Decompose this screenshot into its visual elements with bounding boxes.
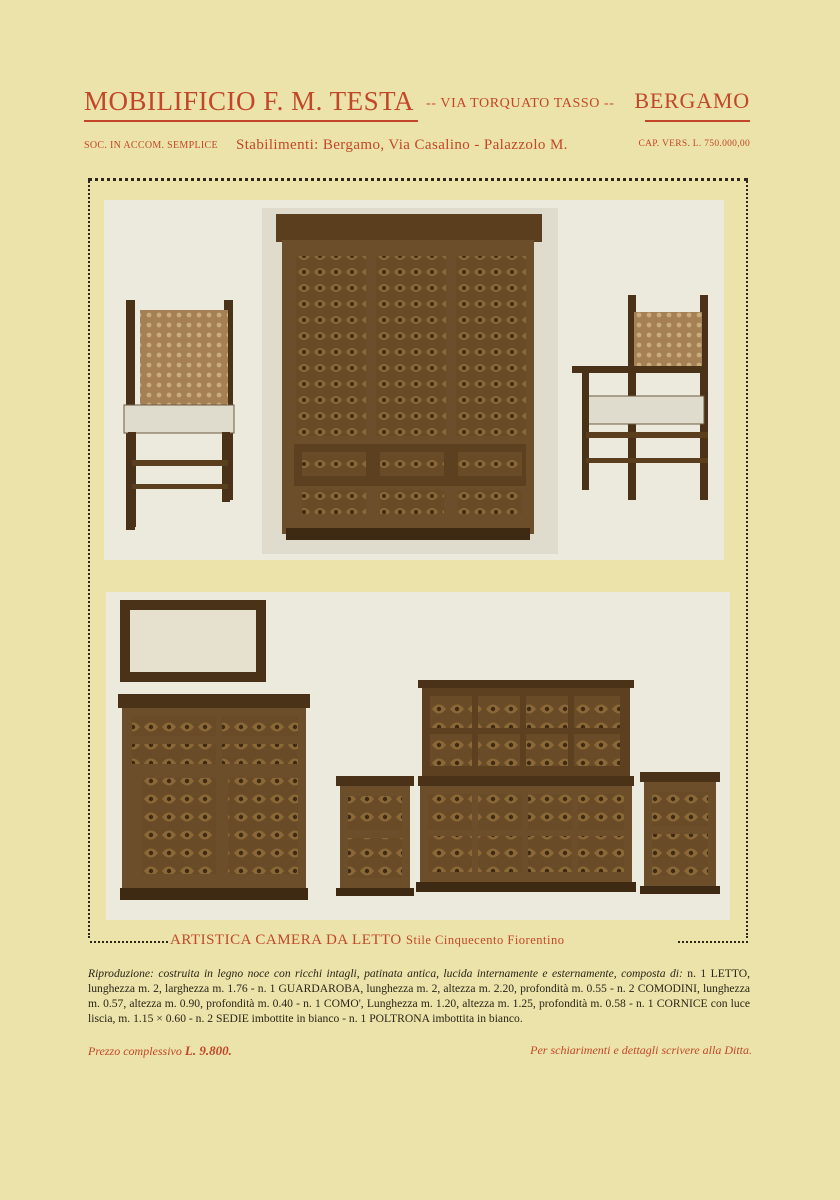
furniture-illustration-top — [104, 200, 724, 560]
contact-line: Per schiarimenti e dettagli scrivere alla Ditta. — [530, 1043, 752, 1057]
price-value: L. 9.800. — [184, 1043, 232, 1058]
caption-title: ARTISTICA CAMERA DA LETTO — [170, 932, 402, 948]
chair — [124, 300, 234, 530]
bed — [416, 680, 636, 892]
furniture-illustration-bottom — [106, 592, 730, 920]
plants-line: Stabilimenti: Bergamo, Via Casalino - Palazzolo M. — [236, 137, 568, 153]
street-address: -- VIA TORQUATO TASSO -- — [426, 96, 615, 111]
dresser — [118, 694, 310, 900]
armchair — [572, 295, 708, 500]
city-name: BERGAMO — [634, 88, 750, 113]
caption-style: Stile Cinquecento Fiorentino — [406, 933, 565, 947]
company-form: SOC. IN ACCOM. SEMPLICE — [84, 140, 218, 151]
header-rule-right — [645, 120, 750, 122]
capital-line: CAP. VERS. L. 750.000,00 — [638, 139, 750, 149]
nightstand-right — [640, 772, 720, 894]
mirror-frame — [120, 600, 266, 682]
wardrobe — [276, 214, 542, 540]
header-rule-left — [84, 120, 418, 122]
company-name: MOBILIFICIO F. M. TESTA — [84, 86, 414, 116]
description-lead: Riproduzione: costruita in legno noce con ricchi intagli, patinata antica, lucida internamente e esternamente, composta di: — [88, 967, 683, 980]
price-line — [88, 1043, 232, 1059]
caption-dots-right — [678, 935, 748, 943]
caption-row — [90, 934, 748, 954]
photo-caption — [170, 932, 564, 949]
letterhead — [84, 86, 750, 122]
description-items: n. 1 LETTO, lunghezza m. 2, larghezza m. 1.76 - n. 1 GUARDAROBA, lunghezza m. 2, altezza m. 2.20, profondità m. 0.55 - n. 2 COMODINI, lunghezza m. 0.57, altezza m. 0.90, profondità m. 0.40 - n. 1 COMO', Lunghezza m. 1.20, altezza m. 1.25, profondità m. 0.58 - n. 1 CORNICE con luce liscia, m. 1.15 × 0.60 - n. 2 SEDIE imbottite in bianco - n. 1 POLTRONA imbottita in bianco. — [88, 967, 750, 1025]
price-label: Prezzo complessivo — [88, 1044, 182, 1058]
nightstand-left — [336, 776, 414, 896]
caption-dots-left — [90, 935, 168, 943]
description — [88, 966, 750, 1026]
